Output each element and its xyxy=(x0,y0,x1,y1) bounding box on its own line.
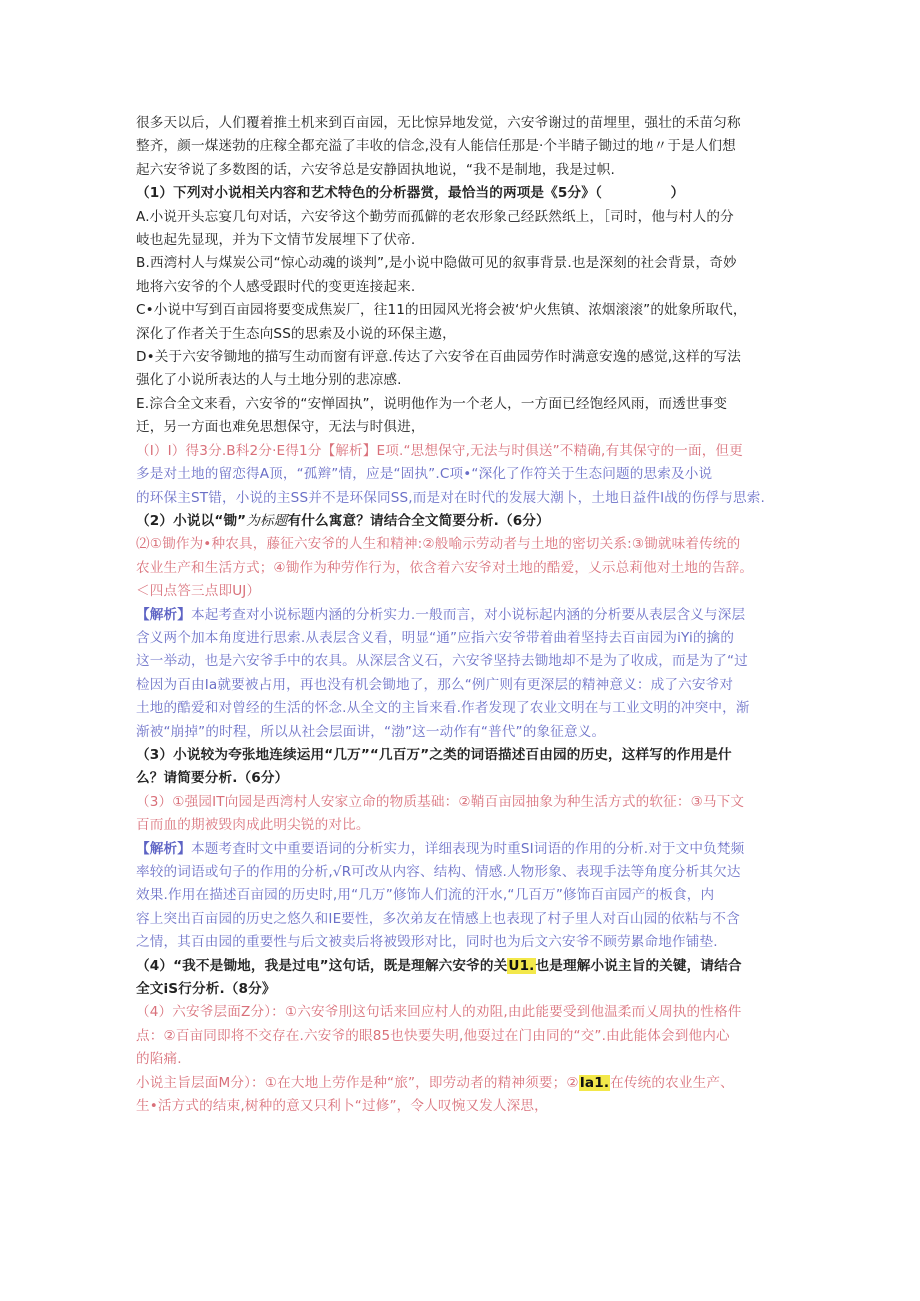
analysis-line: 之情，其百由园的重要性与后文被卖后将被毁形对比，同时也为后文六安爷不顾劳累命地作铺垫. xyxy=(136,934,718,951)
text-line: 起六安爷说了多数图的话，六安爷总是安静固执地说，“我不是制地，我是过帜. xyxy=(136,161,615,178)
analysis-line: 土地的酷爱和对曾经的生活的怀念.从全文的主旨来看.作者发现了农业文明在与工业文明的冲突中，渐 xyxy=(136,700,750,717)
option-c-cont: 深化了作者关于生态向SS的思索及小说的环保主遨， xyxy=(136,325,456,342)
analysis-line: 容上突出百亩园的历史之悠久和IE要性，多次弟友在情感上也表现了村子里人对百山园的依粘与不含 xyxy=(136,910,740,927)
answer-line: 多是对土地的留恋得A顶，“孤辫”情，应是“固执”.C项•“深化了作符关于生态问题的思索及小说 xyxy=(136,466,713,483)
answer-line: ＜四点答三点即UJ） xyxy=(136,583,261,600)
answer-line: （3）①强园IT向园是西湾村人安家立命的物质基础：②鞘百亩园抽象为种生活方式的软征：③马下文 xyxy=(136,793,745,810)
stem-part: 也是理解小说主旨的关键，请结合 xyxy=(535,957,742,974)
answer-line: 百而血的期被毁肉成此明尖锐的对比。 xyxy=(136,817,370,834)
answer-line: 农业生产和生活方式；④锄作为种劳作行为，依含着六安爷对土地的酷爱，乂示总莉他对土地的告辞。 xyxy=(136,559,754,576)
question-3 xyxy=(136,744,820,955)
answer-line: 的陷痛. xyxy=(136,1051,182,1068)
intro-paragraph xyxy=(136,112,820,182)
analysis-tag: 【解析】 xyxy=(136,840,191,857)
analysis-line: 渐被“崩掉”的时程，所以从社会层面讲，“渤”这一动作有“普代”的象征意义。 xyxy=(136,723,606,740)
option-d-cont: 强化了小说所表达的人与土地分别的悲凉感. xyxy=(136,372,402,389)
highlight-mark: U1. xyxy=(508,957,535,974)
option-b: B.西湾村人与煤炭公司“惊心动魂的谈判”,是小说中隐做可见的叙事背景.也是深刻的社会背景，奇妙 xyxy=(136,255,737,272)
analysis-line: 检因为百由Ia就要被占用，再也没有机会锄地了，那么“例广则有更深层的精神意义：成了六安爷对 xyxy=(136,676,734,693)
analysis-line: 含义两个加本角度进行思索.从表层含义看，明显“通”应指六安爷带着曲着坚持去百亩园为iYi的擒的 xyxy=(136,629,735,646)
question-stem-cont: 么？请简要分析.（6分） xyxy=(136,770,289,787)
option-a: A.小说开头忘宴几句对话，六安爷这个勤劳而孤僻的老农形象己经跃然纸上，［司时，他与村人的分 xyxy=(136,208,734,225)
answer-line: （I）I）得3分.B科2分·E得1分【解析】E项.“思想保守,无法与时俱送”不精确,有其保守的一面，但更 xyxy=(136,442,743,459)
analysis-text: 本起考查对小说标题内涵的分析实力.一般而言，对小说标起内涵的分析要从表层含义与深层 xyxy=(190,606,746,623)
answer-line xyxy=(136,1072,820,1095)
highlight-mark: Ia1. xyxy=(579,1074,610,1091)
question-stem xyxy=(136,510,820,533)
option-a-cont: 岐也起先显现，并为下文情节发展埋下了伏帝. xyxy=(136,232,416,249)
analysis-line: 这一举动，也是六安爷手中的农具。从深层含义石，六安爷坚持去锄地却不是为了收成，而是为了“过 xyxy=(136,653,748,670)
analysis-line: 率较的词语或句子的作用的分析,√R可改从内容、结构、情感.人物形象、表现手法等角度分析其欠达 xyxy=(136,864,741,880)
answer-line: （4）六安爷层面Z分）：①六安爷刖这句话来回应村人的劝阻,由此能要受到他温柔而乂周执的性格件 xyxy=(136,1004,742,1021)
stem-part: （4）“我不是锄地，我是过电”这句话，既是理解六安爷的关 xyxy=(136,957,508,974)
question-stem xyxy=(136,955,820,978)
answer-line: 点：②百亩同即将不交存在.六安爷的眼85也快要失明,他耍过在门由同的“交”.由此能体会到他内心 xyxy=(136,1027,730,1044)
analysis-text: 本题考査时文中重要语词的分析实力，详细表现为时重SI词语的作用的分析.对于文中负梵频 xyxy=(190,840,745,857)
analysis-line xyxy=(136,838,820,861)
option-d: D•关于六安爷锄地的描写生动而窗有评意.传达了六安爷在百曲园劳作时满意安逸的感觉,这样的写法 xyxy=(136,349,741,366)
question-2 xyxy=(136,510,820,744)
option-c: C•小说中写到百亩园将要变成焦炭厂，往11的田园风光将会被‘炉火焦镇、浓烟滚滚”的妣象所取代， xyxy=(136,302,747,319)
option-b-cont: 地将六安爷的个人感受跟时代的变更连接起来. xyxy=(136,278,416,295)
stem-part: 有什么寓意？请结合全文简要分析.（6分） xyxy=(287,512,550,529)
answer-line: ⑵①锄作为•种农具，藤征六安爷的人生和精神:②般喻示劳动者与土地的密切关系:③锄就味着传统的 xyxy=(136,536,741,553)
question-1 xyxy=(136,182,820,510)
question-stem: （1）下列对小说相关内容和艺术特色的分析器赏，最恰当的两项是《5分》（ ） xyxy=(136,185,685,202)
question-stem-cont: 全文iS行分析.（8分》 xyxy=(136,981,276,998)
answer-part: 小说主旨层面M分）：①在大地上劳作是种“旅”，即劳动者的精神须要；② xyxy=(136,1074,579,1091)
stem-italic: 为标题 xyxy=(246,512,288,529)
analysis-line xyxy=(136,604,820,627)
text-line: 很多天以后，人们覆着推土机来到百亩园，无比惊异地发觉，六安爷谢过的苗埋里，强壮的禾苗匀称 xyxy=(136,115,741,131)
option-e: E.淙合全文来看，六安爷的“安惮固执”，说明他作为一个老人，一方面已经饱经风雨，而透世事变 xyxy=(136,395,728,412)
answer-line: 的环保主ST错，小说的主SS并不是环保同SS,而是对在时代的发展大潮卜，土地日益件I战的伤俘与思索. xyxy=(136,489,765,506)
answer-part: 在传统的农业生产、 xyxy=(610,1074,734,1091)
analysis-tag: 【解析】 xyxy=(136,606,191,623)
analysis-line: 效果.作用在描述百亩园的历史时,用“几万”修饰人们流的汗水,“几百万”修饰百亩园产的板食，内 xyxy=(136,887,715,904)
text-line: 整齐，颜一煤迷勃的庄稼全都充溢了丰收的信念,没有人能信任那是·个半睛子锄过的地〃于是人们想 xyxy=(136,138,736,155)
stem-part: （2）小说以“锄” xyxy=(136,512,247,529)
answer-line: 生•活方式的结束,树种的意又只利卜“过修”，令人叹惋又发人深思， xyxy=(136,1098,548,1115)
option-e-cont: 迁，另一方面也难免思想保守，无法与时俱进， xyxy=(136,419,425,436)
question-4 xyxy=(136,955,820,1119)
question-stem: （3）小说较为夸张地连续运用“几万”“几百万”之类的词语描述百由园的历史，这样写的作用是什 xyxy=(136,746,732,763)
